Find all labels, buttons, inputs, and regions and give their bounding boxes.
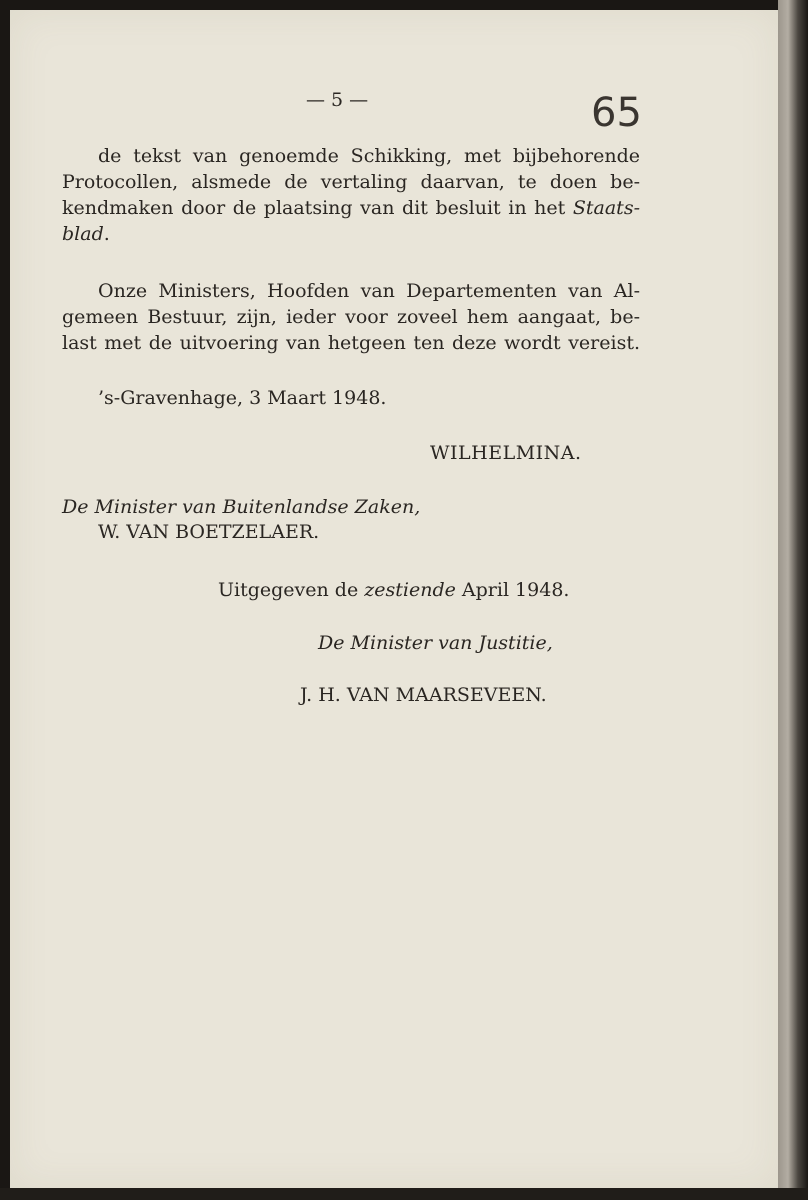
paragraph-ministers-charge — [62, 278, 640, 356]
foreign-minister-name: W. VAN BOETZELAER. — [98, 521, 320, 543]
stamped-page-number: 65 — [591, 90, 642, 136]
paragraph2-line3: last met de uitvoering van hetgeen ten deze wordt vereist. — [62, 332, 640, 354]
paragraph1-line4-italic: blad — [62, 223, 104, 245]
foreign-minister-title: De Minister van Buitenlandse Zaken, — [62, 496, 421, 518]
paragraph1-line3-text: kendmaken door de plaatsing van dit besluit in het — [62, 197, 573, 219]
paragraph2-line1: Onze Ministers, Hoofden van Departementen van Al- — [98, 280, 640, 302]
publication-line — [218, 577, 569, 603]
paragraph1-line4-text: . — [103, 223, 110, 245]
paragraph1-line3-italic: Staats- — [572, 197, 640, 219]
paragraph1-line2: Protocollen, alsmede de vertaling daarvan, te doen be- — [62, 171, 640, 193]
publication-day: zestiende — [364, 579, 456, 601]
justice-minister-title: De Minister van Justitie, — [318, 632, 553, 654]
paragraph-closing-clause — [62, 143, 640, 247]
paragraph1-line1: de tekst van genoemde Schikking, met bijbehorende — [98, 145, 640, 167]
book-spine — [778, 0, 808, 1200]
paragraph1-line3 — [62, 195, 640, 221]
justice-minister-name: J. H. VAN MAARSEVEEN. — [300, 684, 547, 706]
royal-signature: WILHELMINA. — [430, 442, 582, 464]
publication-post: April 1948. — [455, 579, 570, 601]
scan-bottom-edge — [0, 1188, 808, 1200]
place-date: ’s-Gravenhage, 3 Maart 1948. — [98, 387, 387, 409]
publication-pre: Uitgegeven de — [218, 579, 365, 601]
paragraph2-line2: gemeen Bestuur, zijn, ieder voor zoveel hem aangaat, be- — [62, 306, 640, 328]
page-folio: — 5 — — [306, 89, 369, 111]
paragraph1-line4 — [62, 221, 640, 247]
